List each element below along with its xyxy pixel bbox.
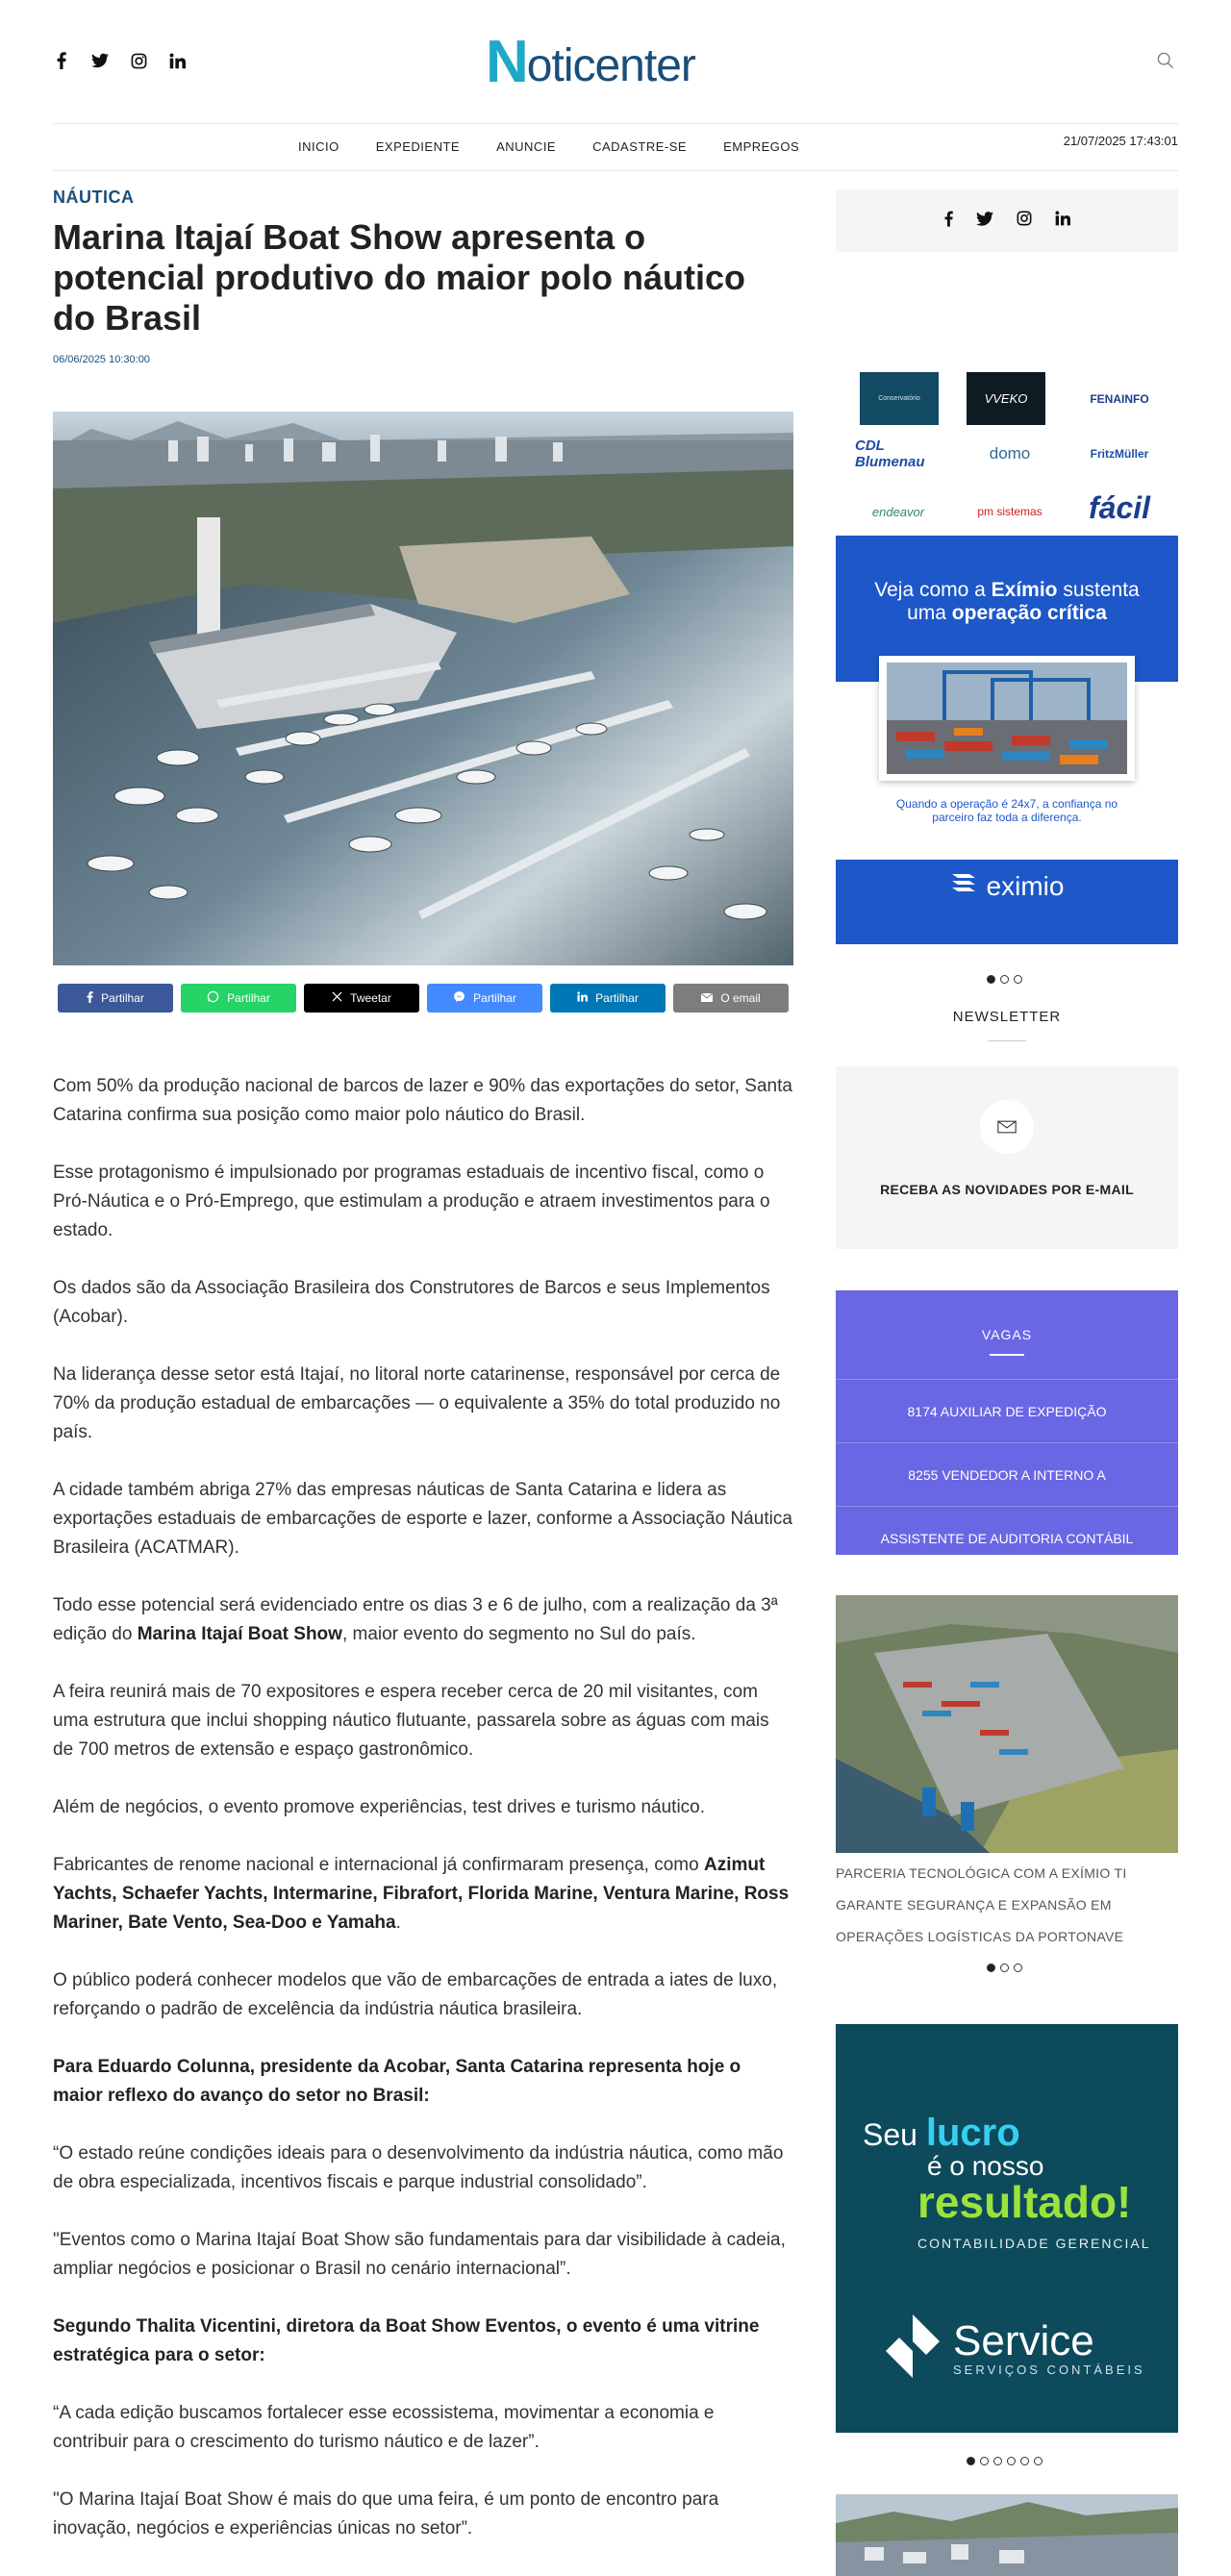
email-icon [701,991,713,1005]
carousel-dot[interactable] [1000,975,1009,984]
article-paragraph [53,1851,793,1938]
manufacturers-list: Azimut Yachts, Schaefer Yachts, Intermarine, Fibrafort, Florida Marine, Ventura Marine, Ross Mariner, Bate Vento, Sea-Doo e Yamaha [53,1855,790,1933]
service-line2: é o nosso [927,2151,1044,2181]
sidebar-bottom-image[interactable] [836,2494,1178,2576]
service-brand [884,2313,1145,2385]
partner-logo[interactable]: Conservatório [860,372,939,425]
instagram-icon[interactable] [1017,211,1032,231]
logo-initial: N [486,29,527,95]
newsletter-title: NEWSLETTER [952,1009,1062,1025]
partner-logo[interactable]: VVEKO [967,372,1045,425]
article-paragraph [53,1591,793,1649]
main-navigation [53,123,1178,171]
facebook-icon [87,991,93,1006]
partner-logo[interactable]: pm sistemas [977,505,1043,518]
event-name: Marina Itajaí Boat Show [137,1624,342,1644]
article-paragraph: "O Marina Itajaí Boat Show é mais do que uma feira, é um ponto de encontro para inovação, negócios e experiências únicas no setor”. [53,2489,719,2538]
quote-intro: Segundo Thalita Vicentini, diretora da Boat Show Eventos, o evento é uma vitrine estratégica para o setor: [53,2316,760,2365]
share-email-label: O email [720,991,761,1005]
share-buttons [58,984,789,1013]
share-whatsapp-label: Partilhar [227,991,270,1005]
share-facebook-button[interactable] [58,984,173,1013]
text-segment: . [395,1913,401,1933]
share-messenger-button[interactable] [427,984,542,1013]
carousel-dot[interactable] [987,1963,995,1972]
nav-item-expediente[interactable]: EXPEDIENTE [375,139,461,154]
share-x-label: Tweetar [350,991,391,1005]
logo-wordmark: oticenter [526,40,695,91]
partner-logo[interactable]: FritzMüller [1090,447,1149,461]
eximio-ad-banner[interactable] [836,536,1178,944]
header-social-links [53,52,186,69]
sidebar-social-links [836,189,1178,252]
newsletter-cta[interactable]: RECEBA AS NOVIDADES POR E-MAIL [880,1182,1134,1197]
linkedin-icon [577,991,588,1005]
service-brand-sub: SERVIÇOS CONTÁBEIS [953,2363,1145,2377]
job-item[interactable]: 8174 AUXILIAR DE EXPEDIÇÃO [836,1379,1178,1442]
article-paragraph: O público poderá conhecer modelos que vão de embarcações de entrada a iates de luxo, reforçando o padrão de excelência da indústria náutica brasileira. [53,1970,778,2019]
headline-text: uma [907,602,952,624]
carousel-dot[interactable] [967,2457,975,2465]
share-linkedin-button[interactable] [550,984,666,1013]
whatsapp-icon [207,990,219,1006]
carousel-dot[interactable] [1007,2457,1016,2465]
text-segment: Todo esse potencial será evidenciado entre os dias 3 e 6 de julho, com a realização da 3ª edição do [53,1595,778,1644]
headline-strong: operação crítica [951,602,1107,624]
article-hero-image [53,412,793,965]
article-paragraph: Esse protagonismo é impulsionado por programas estaduais de incentivo fiscal, como o Pró-Náutica e o Pró-Emprego, que estimulam a produção e atraem investimentos para o estado. [53,1163,770,1240]
facebook-icon[interactable] [944,211,953,232]
carousel-dot[interactable] [1034,2457,1043,2465]
nav-item-empregos[interactable]: EMPREGOS [723,139,800,154]
article-paragraph-bold [53,2053,793,2111]
jobs-widget [836,1290,1178,1555]
article-paragraph-bold [53,2313,793,2370]
service-brand-texts [953,2317,1145,2377]
article-column [53,188,793,2538]
messenger-icon [453,990,465,1006]
headline-brand: Exímio [991,579,1058,601]
article-paragraph: Além de negócios, o evento promove experiências, test drives e turismo náutico. [53,1797,706,1817]
carousel-dot[interactable] [980,2457,989,2465]
article-title: Marina Itajaí Boat Show apresenta o potencial produtivo do maior polo náutico do Brasil [53,217,745,338]
job-item[interactable]: 8255 VENDEDOR A INTERNO A [836,1442,1178,1506]
jobs-title: VAGAS [981,1327,1033,1342]
eximio-photo-frame [879,656,1135,781]
article-paragraph: A cidade também abriga 27% das empresas náuticas de Santa Catarina e lidera as exportações estaduais de embarcações de esporte e lazer, conforme a Associação Náutica Brasileira (ACATMAR). [53,1480,792,1558]
share-x-button[interactable] [304,984,419,1013]
service-ad-banner[interactable] [836,2024,1178,2433]
facebook-icon[interactable] [53,52,70,69]
quote-intro: Para Eduardo Colunna, presidente da Acobar, Santa Catarina representa hoje o maior reflexo do avanço do setor no Brasil: [53,2057,741,2106]
carousel-dots [967,2457,1043,2465]
partner-logo[interactable]: FENAINFO [1090,392,1149,406]
carousel-dots [987,1963,1022,1972]
nav-item-cadastre-se[interactable]: CADASTRE-SE [592,139,688,154]
carousel-dot[interactable] [1014,1963,1022,1972]
mail-icon[interactable] [980,1100,1034,1154]
partner-logo[interactable]: domo [989,444,1031,463]
carousel-dot[interactable] [1020,2457,1029,2465]
article-paragraph: “O estado reúne condições ideais para o desenvolvimento da indústria náutica, como mão de obra especializada, incentivos fiscais e parque industrial consolidado”. [53,2143,784,2192]
sidebar-news-caption[interactable]: PARCERIA TECNOLÓGICA COM A EXÍMIO TI GARANTE SEGURANÇA E EXPANSÃO EM OPERAÇÕES LOGÍSTICAS DA PORTONAVE [836,1865,1127,1944]
nav-item-anuncie[interactable]: ANUNCIE [496,139,557,154]
service-logo-icon [884,2313,942,2385]
sidebar [836,189,1178,2377]
text-segment: , maior evento do segmento no Sul do país. [341,1624,696,1644]
eximio-caption: Quando a operação é 24x7, a confiança no parceiro faz toda a diferença. [895,797,1118,824]
partner-logo[interactable]: CDL Blumenau [855,438,925,470]
current-datetime: 21/07/2025 17:43:01 [1063,134,1178,148]
article-paragraph: A feira reunirá mais de 70 expositores e espera receber cerca de 20 mil visitantes, com uma estrutura que inclui shopping náutico flutuante, passarela sobre as águas com mais de 700 metros de extensão e espaço gastronômico. [53,1682,769,1760]
article-paragraph: "Eventos como o Marina Itajaí Boat Show são fundamentais para dar visibilidade à cadeia, ampliar negócios e posicionar o Brasil no cenário internacional”. [53,2230,786,2279]
job-item[interactable]: ASSISTENTE DE AUDITORIA CONTÁBIL [836,1506,1178,1555]
headline-text: Seu [863,2117,926,2152]
article-date: 06/06/2025 10:30:00 [53,354,150,365]
headline-text: Veja como a [874,579,992,601]
eximio-brand-text: eximio [986,870,1065,901]
partner-logos [836,252,1178,525]
twitter-icon[interactable] [976,212,993,231]
article-category[interactable]: NÁUTICA [53,188,135,207]
carousel-dots [987,975,1022,984]
text-segment: Fabricantes de renome nacional e internacional já confirmaram presença, como [53,1855,704,1875]
article-paragraph: Com 50% da produção nacional de barcos de lazer e 90% das exportações do setor, Santa Catarina confirma sua posição como maior polo náutico do Brasil. [53,1076,792,1125]
headline-highlight: lucro [925,2112,1020,2154]
share-whatsapp-button[interactable] [181,984,296,1013]
carousel-dot[interactable] [1014,975,1022,984]
share-facebook-label: Partilhar [101,991,144,1005]
site-logo[interactable] [486,29,695,95]
twitter-icon[interactable] [91,52,109,69]
search-icon[interactable] [1157,52,1174,74]
carousel-dot[interactable] [1000,1963,1009,1972]
carousel-dot[interactable] [987,975,995,984]
newsletter-divider [988,1040,1026,1041]
eximio-brand [836,870,1178,902]
instagram-icon[interactable] [130,52,147,69]
share-messenger-label: Partilhar [473,991,516,1005]
share-email-button[interactable] [673,984,789,1013]
newsletter-box[interactable] [836,1066,1178,1249]
site-header [0,0,1231,125]
eximio-headline [836,579,1178,625]
service-brand-name: Service [953,2317,1094,2364]
linkedin-icon[interactable] [1055,211,1070,231]
carousel-dot[interactable] [993,2457,1002,2465]
eximio-logo-icon [950,870,977,902]
article-paragraph: Na liderança desse setor está Itajaí, no litoral norte catarinense, responsável por cerca de 70% da produção estadual de embarcações — o equivalente a 35% do total produzido no país. [53,1364,781,1442]
article-paragraph: “A cada edição buscamos fortalecer esse ecossistema, movimentar a economia e contribuir para o crescimento do turismo náutico e de lazer”. [53,2403,715,2452]
article-body [53,1072,793,2572]
sidebar-news-image[interactable] [836,1595,1178,1853]
x-icon [332,991,342,1005]
service-line3: resultado! [917,2177,1132,2227]
article-paragraph: Os dados são da Associação Brasileira dos Construtores de Barcos e seus Implementos (Acobar). [53,1278,770,1327]
service-subtitle: CONTABILIDADE GERENCIAL [917,2236,1151,2251]
headline-text: sustenta [1057,579,1140,601]
nav-item-inicio[interactable]: INICIO [298,139,339,154]
port-photo [887,663,1127,774]
partner-logo[interactable]: fácil [1088,489,1151,525]
partner-logo[interactable]: endeavor [871,504,925,519]
linkedin-icon[interactable] [168,52,186,69]
service-headline [863,2112,1020,2154]
share-linkedin-label: Partilhar [595,991,639,1005]
